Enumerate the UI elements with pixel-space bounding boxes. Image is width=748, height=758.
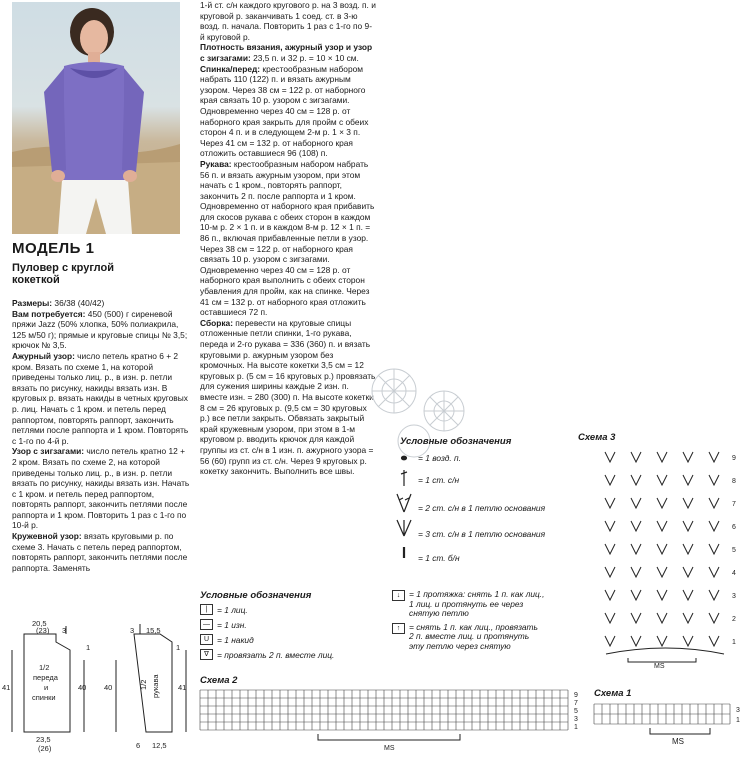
- dim-label: 40: [78, 683, 87, 692]
- chart-stitch: [709, 590, 719, 600]
- chart-stitch: [683, 544, 693, 554]
- dim-label: 20,5: [32, 620, 47, 628]
- dim-label: (23): [36, 626, 50, 635]
- legend-crochet-title: Условные обозначения: [400, 436, 512, 447]
- piece-label: 1/2: [139, 679, 148, 690]
- chart-stitch: [631, 544, 641, 554]
- row-number: 3: [574, 716, 578, 723]
- k2tog-icon: ∇: [200, 649, 213, 660]
- ms-label: MS: [384, 745, 395, 752]
- legend-crochet-item: = 3 ст. с/н в 1 петлю основания: [418, 529, 546, 539]
- chart-stitch: [631, 452, 641, 462]
- para-sizes: Размеры: 36/38 (40/42): [12, 298, 105, 308]
- row-number: 1: [574, 724, 578, 731]
- sk2p-icon: ↑: [392, 623, 405, 634]
- dim-label: 3: [62, 626, 67, 635]
- chart-stitch: [709, 636, 719, 646]
- row-number: 3: [732, 593, 736, 600]
- legend-knit-item: | = 1 лиц.: [200, 604, 380, 615]
- chart-stitch: [657, 590, 667, 600]
- dc2-icon: [397, 494, 411, 512]
- row-number: 5: [732, 547, 736, 554]
- row-number: 6: [732, 524, 736, 531]
- legend-crochet-list: [418, 452, 578, 564]
- chart-stitch: [657, 475, 667, 485]
- scheme-3-title: Схема 3: [578, 432, 616, 443]
- piece-label: рукава: [151, 674, 160, 698]
- chart-stitch: [683, 498, 693, 508]
- piece-label: и: [44, 683, 49, 692]
- scheme-1-title: Схема 1: [594, 688, 632, 699]
- legend-decrease-item: ↓ = 1 протяжка: снять 1 п. как лиц., 1 лиц. и протянуть ее через снятую петлю: [392, 590, 582, 619]
- chart-stitch: [709, 521, 719, 531]
- legend-knit-list: [200, 604, 380, 660]
- para-continued: 1-й ст. с/н каждого кругового р. на 3 возд. п. и круговой р. заканчивать 1 соед. ст. в 3-ю возд. п. начала. Повторить 1 раз с 1-го по 9-й круговой р.: [200, 0, 376, 42]
- chart-stitch: [605, 590, 615, 600]
- para-sleeves: Рукава: крестообразным набором набрать 56 п. и вязать ажурным узором, при этом начать с 1 кром., повторять раппорт, закончить 2 п. после раппорта и 1 кром. Одновременно от наборного края прибавить для скосов рукава с обеих сторон в каждом 10-м р. 2 × 1 п. и в каждом 8-м р. 12 × 1 п. = 86 п., включая прибавленные петли в узор. Через 38 см = 122 р. от наборного края связать 10 р. узором с зигзагами. Одновременно через 40 см = 128 р. от наборного края выполнить с обеих сторон убавления для пройм, как на спинке. Через 41 см = 132 р. от наборного края отложить оставшиеся 72 п.: [200, 158, 375, 318]
- legend-crochet-item: = 2 ст. с/н в 1 петлю основания: [418, 503, 546, 513]
- legend-knit-title: Условные обозначения: [200, 590, 312, 601]
- chart-stitch: [683, 452, 693, 462]
- chain-icon: [402, 456, 407, 460]
- model-photo: [12, 2, 180, 234]
- dim-label: 3: [130, 626, 135, 635]
- para-openwork: Ажурный узор: число петель кратно 6 + 2 кром. Вязать по схеме 1, на которой приведены только лиц. р., в изн. р. петли вязать по рисунку, накиды вязать изн. В круговых р. вязать накиды в четных круговых р. лиц. Начать с 1 кром. и петель перед раппортом, повторять раппорт, закончить петлями после раппорта и 1 кром. Повторять с 1-го по 4-й р.: [12, 350, 189, 446]
- para-gauge: Плотность вязания, ажурный узор и узор с зигзагами: 23,5 п. и 32 р. = 10 × 10 см.: [200, 42, 373, 63]
- ms-label: MS: [672, 737, 684, 746]
- chart-stitch: [631, 498, 641, 508]
- dc3-icon: [397, 520, 411, 536]
- crochet-symbols: [394, 450, 414, 562]
- dc-icon: [401, 470, 407, 486]
- dim-label: 41: [178, 683, 187, 692]
- ms-label: MS: [654, 663, 665, 670]
- dim-label: 6: [136, 741, 141, 750]
- chart-stitch: [605, 636, 615, 646]
- dim-label: (26): [38, 744, 52, 753]
- legend-knit-item: U = 1 накид: [200, 634, 380, 645]
- row-number: 9: [732, 455, 736, 462]
- chart-stitch: [683, 475, 693, 485]
- chart-stitch: [709, 544, 719, 554]
- chart-stitch: [631, 613, 641, 623]
- piece-label: переда: [33, 673, 58, 682]
- dim-label: 12,5: [152, 741, 167, 750]
- scheme-3-chart: [596, 446, 746, 676]
- chart-stitch: [605, 452, 615, 462]
- model-subtitle: [12, 262, 114, 286]
- chart-stitch: [605, 521, 615, 531]
- lace-motif-icon: [360, 355, 480, 465]
- chart-stitch: [631, 567, 641, 577]
- row-number: 9: [574, 692, 578, 699]
- chart-stitch: [709, 498, 719, 508]
- chart-stitch: [709, 567, 719, 577]
- chart-stitch: [631, 636, 641, 646]
- yarn-over-icon: U: [200, 634, 213, 645]
- chart-stitch: [631, 590, 641, 600]
- chart-stitch: [605, 613, 615, 623]
- dim-label: 1: [176, 643, 181, 652]
- chart-stitch: [631, 521, 641, 531]
- row-number: 1: [736, 717, 740, 724]
- scheme-1-chart: [592, 700, 748, 750]
- row-number: 7: [574, 700, 578, 707]
- piece-label: спинки: [32, 693, 56, 702]
- chart-stitch: [605, 544, 615, 554]
- row-number: 8: [732, 478, 736, 485]
- row-number: 4: [732, 570, 736, 577]
- chart-stitch: [605, 567, 615, 577]
- scheme-2-chart: [198, 686, 588, 756]
- scheme-2-title: Схема 2: [200, 675, 238, 686]
- chart-stitch: [657, 521, 667, 531]
- chart-stitch: [657, 636, 667, 646]
- dim-label: 23,5: [36, 735, 51, 744]
- para-zigzag: Узор с зигзагами: число петель кратно 12 + 2 кром. Вязать по схеме 2, на которой приведены только лиц. р., в изн. р. петли вязать по рисунку, накиды вязать изн. Начать с 1 кром. и петель перед раппортом, повторять раппорт, закончить петлями после раппорта и 1 кром. Повторить 1 раз с 1-го по 10-й р.: [12, 446, 190, 531]
- chart-stitch: [683, 521, 693, 531]
- subtitle-line-1: Пуловер с круглой: [12, 262, 114, 274]
- legend-crochet-item: = 1 ст. б/н: [418, 553, 460, 563]
- dim-label: 1: [86, 643, 91, 652]
- row-number: 5: [574, 708, 578, 715]
- chart-stitch: [683, 567, 693, 577]
- column-1: [12, 298, 190, 573]
- chart-stitch: [683, 590, 693, 600]
- chart-stitch: [631, 475, 641, 485]
- chart-stitch: [709, 475, 719, 485]
- purl-icon: —: [200, 619, 213, 630]
- chart-stitch: [605, 498, 615, 508]
- piece-label: 1/2: [39, 663, 50, 672]
- column-2: [200, 0, 376, 477]
- chart-stitch: [657, 452, 667, 462]
- legend-knit-item: — = 1 изн.: [200, 619, 380, 630]
- pattern-pieces: [0, 620, 200, 758]
- dim-label: 41: [2, 683, 11, 692]
- skp-icon: ↓: [392, 590, 405, 601]
- row-number: 1: [732, 639, 736, 646]
- para-assembly: Сборка: перевести на круговые спицы отложенные петли спинки, 1-го рукава, переда и 2-го рукава = 336 (360) п. и вязать круговыми р. ажурным узором без кромочных. На высоте кокетки 3,5 см = 12 круговых р. (5 см = 16 круговых р.) провязать для сужения ширины каждые 2 изн. п. вместе изн. = 280 (300) п. На высоте кокетки 8 см = 26 круговых р. (9,5 см = 30 круговых р.) все петли закрыть. Обвязать закрытый край кружевным узором, при этом в 1-м круговом р. вводить крючок для каждой группы из ст. с/н в 1 изн. п. ажурного узора = 56 (60) групп из ст. с/н. Через 9 круговых р. кокетку закончить. Выполнить все швы.: [200, 317, 376, 477]
- legend-decrease-item: ↑ = снять 1 п. как лиц., провязать 2 п. вместе лиц. и протянуть эту петлю через снятую: [392, 623, 582, 652]
- subtitle-line-2: кокеткой: [12, 274, 60, 286]
- chart-stitch: [657, 613, 667, 623]
- row-number: 3: [736, 707, 740, 714]
- chart-stitch: [709, 452, 719, 462]
- legend-crochet-item: = 1 ст. с/н: [418, 475, 460, 485]
- para-back-front: Спинка/перед: крестообразным набором набрать 110 (122) п. и вязать ажурным узором. Через 38 см = 122 р. от наборного края связать 10 р. узором с зигзагами. Одновременно через 40 см = 128 р. от наборного края закрыть для пройм с обеих сторон 4 п. и в следующем 2-м р. 1 × 3 п. Через 41 см = 132 р. от наборного края отложить оставшиеся 96 (108) п.: [200, 63, 369, 159]
- chart-stitch: [605, 475, 615, 485]
- para-lace: Кружевной узор: вязать круговыми р. по схеме 3. Начать с петель перед раппортом, повторять раппорт, закончить петлями после раппорта. Заменять: [12, 531, 188, 573]
- chart-stitch: [683, 613, 693, 623]
- legend-decrease: [392, 590, 582, 651]
- chart-stitch: [657, 567, 667, 577]
- model-title: МОДЕЛЬ 1: [12, 240, 95, 257]
- knit-icon: |: [200, 604, 213, 615]
- dim-label: 40: [104, 683, 113, 692]
- chart-stitch: [709, 613, 719, 623]
- chart-stitch: [657, 544, 667, 554]
- row-number: 2: [732, 616, 736, 623]
- dim-label: 15,5: [146, 626, 161, 635]
- row-number: 7: [732, 501, 736, 508]
- para-materials: Вам потребуется: 450 (500) г сиреневой пряжи Jazz (50% хлопка, 50% полиакрила, 125 м/50 г); прямые и круговые спицы № 3,5; крючок № 3,5.: [12, 308, 188, 351]
- chart-stitch: [683, 636, 693, 646]
- legend-crochet-item: = 1 возд. п.: [418, 453, 461, 463]
- chart-stitch: [606, 648, 724, 654]
- legend-knit-item: ∇ = провязать 2 п. вместе лиц.: [200, 649, 380, 660]
- chart-stitch: [657, 498, 667, 508]
